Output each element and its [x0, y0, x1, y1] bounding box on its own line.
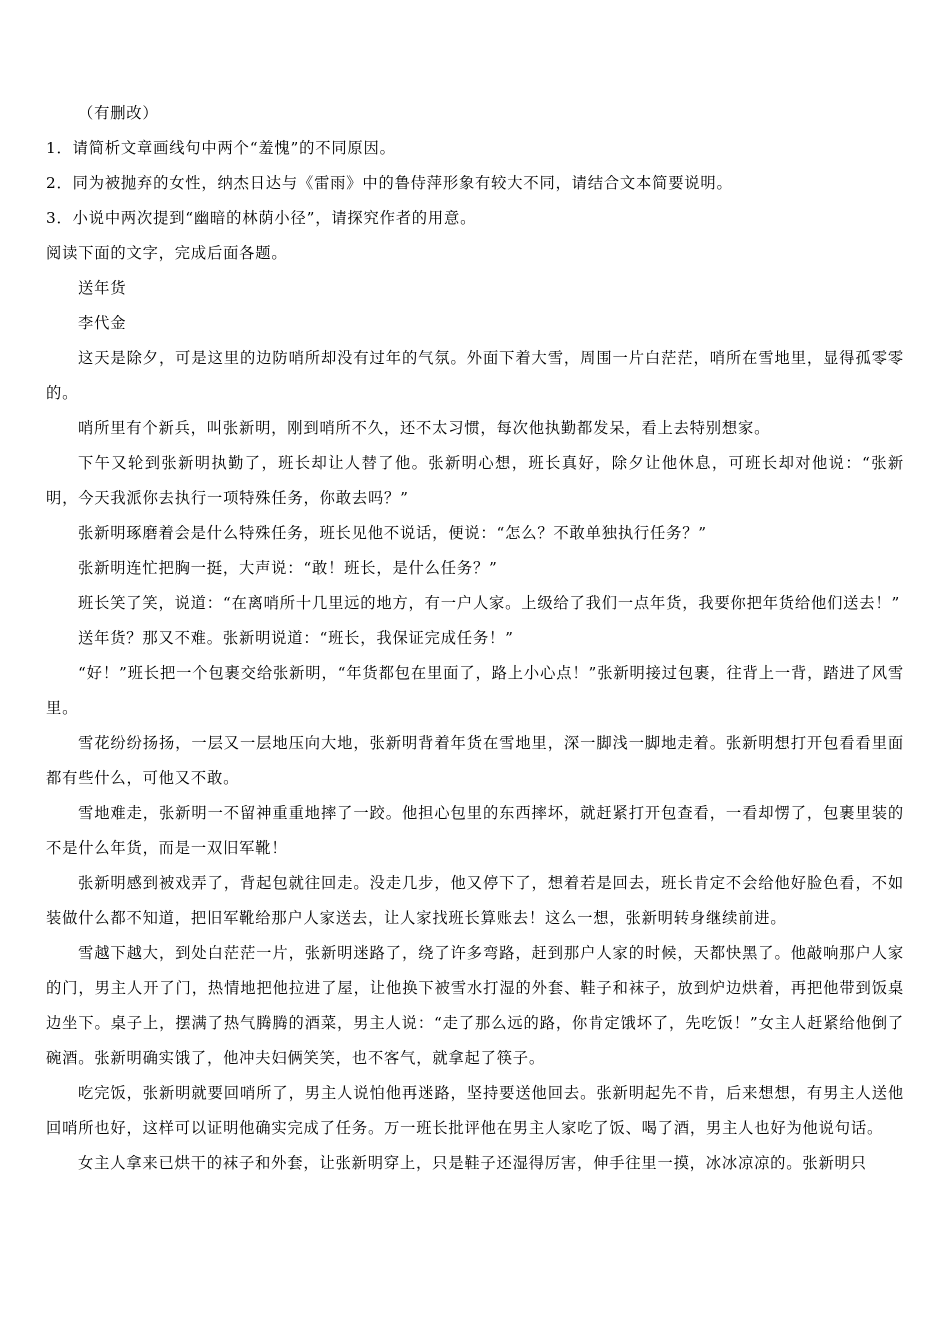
- story-paragraph: “好！”班长把一个包裹交给张新明，“年货都包在里面了，路上小心点！”张新明接过包裹，往背上一背，踏进了风雪里。: [46, 664, 904, 717]
- reading-instruction: 阅读下面的文字，完成后面各题。: [46, 244, 288, 262]
- story-paragraph: 吃完饭，张新明就要回哨所了，男主人说怕他再迷路，坚持要送他回去。张新明起先不肯，后来想想，有男主人送他回哨所也好，这样可以证明他确实完成了任务。万一班长批评他在男主人家吃了饭、喝了酒，男主人也好为他说句话。: [46, 1084, 904, 1137]
- story-paragraph: 班长笑了笑，说道：“在离哨所十几里远的地方，有一户人家。上级给了我们一点年货，我要你把年货给他们送去！”: [78, 594, 901, 612]
- story-paragraph: 雪花纷纷扬扬，一层又一层地压向大地，张新明背着年货在雪地里，深一脚浅一脚地走着。张新明想打开包看看里面都有些什么，可他又不敢。: [46, 734, 904, 787]
- story-paragraph: 雪越下越大，到处白茫茫一片，张新明迷路了，绕了许多弯路，赶到那户人家的时候，天都快黑了。他敲响那户人家的门，男主人开了门，热情地把他拉进了屋，让他换下被雪水打湿的外套、鞋子和袜子，放到炉边烘着，再把他带到饭桌边坐下。桌子上，摆满了热气腾腾的酒菜，男主人说：“走了那么远的路，你肯定饿坏了，先吃饭！”女主人赶紧给他倒了碗酒。张新明确实饿了，他冲夫妇俩笑笑，也不客气，就拿起了筷子。: [46, 944, 904, 1067]
- document-page: [46, 96, 904, 1181]
- revision-note: （有删改）: [78, 104, 159, 122]
- story-title: 送年货: [78, 279, 127, 297]
- story-paragraph: 这天是除夕，可是这里的边防哨所却没有过年的气氛。外面下着大雪，周围一片白茫茫，哨所在雪地里，显得孤零零的。: [46, 349, 904, 402]
- story-paragraph: 女主人拿来已烘干的袜子和外套，让张新明穿上，只是鞋子还湿得厉害，伸手往里一摸，冰冰凉凉的。张新明只: [78, 1154, 867, 1172]
- story-paragraph: 送年货？那又不难。张新明说道：“班长，我保证完成任务！”: [78, 629, 514, 647]
- story-paragraph: 下午又轮到张新明执勤了，班长却让人替了他。张新明心想，班长真好，除夕让他休息，可班长却对他说：“张新明，今天我派你去执行一项特殊任务，你敢去吗？”: [46, 454, 904, 507]
- story-paragraph: 张新明感到被戏弄了，背起包就往回走。没走几步，他又停下了，想着若是回去，班长肯定不会给他好脸色看，不如装做什么都不知道，把旧军靴给那户人家送去，让人家找班长算账去！这么一想，张新明转身继续前进。: [46, 874, 904, 927]
- story-paragraph: 雪地难走，张新明一不留神重重地摔了一跤。他担心包里的东西摔坏，就赶紧打开包查看，一看却愣了，包裹里装的不是什么年货，而是一双旧军靴！: [46, 804, 904, 857]
- story-paragraph: 哨所里有个新兵，叫张新明，刚到哨所不久，还不太习惯，每次他执勤都发呆，看上去特别想家。: [78, 419, 771, 437]
- story-paragraph: 张新明琢磨着会是什么特殊任务，班长见他不说话，便说：“怎么？不敢单独执行任务？”: [78, 524, 707, 542]
- question-3: 3．小说中两次提到“幽暗的林荫小径”，请探究作者的用意。: [46, 209, 477, 227]
- story-author: 李代金: [78, 314, 127, 332]
- question-1: 1．请简析文章画线句中两个“羞愧”的不同原因。: [46, 139, 396, 157]
- question-2: 2．同为被抛弃的女性，纳杰日达与《雷雨》中的鲁侍萍形象有较大不同，请结合文本简要说明。: [46, 174, 733, 192]
- story-paragraph: 张新明连忙把胸一挺，大声说：“敢！班长，是什么任务？”: [78, 559, 498, 577]
